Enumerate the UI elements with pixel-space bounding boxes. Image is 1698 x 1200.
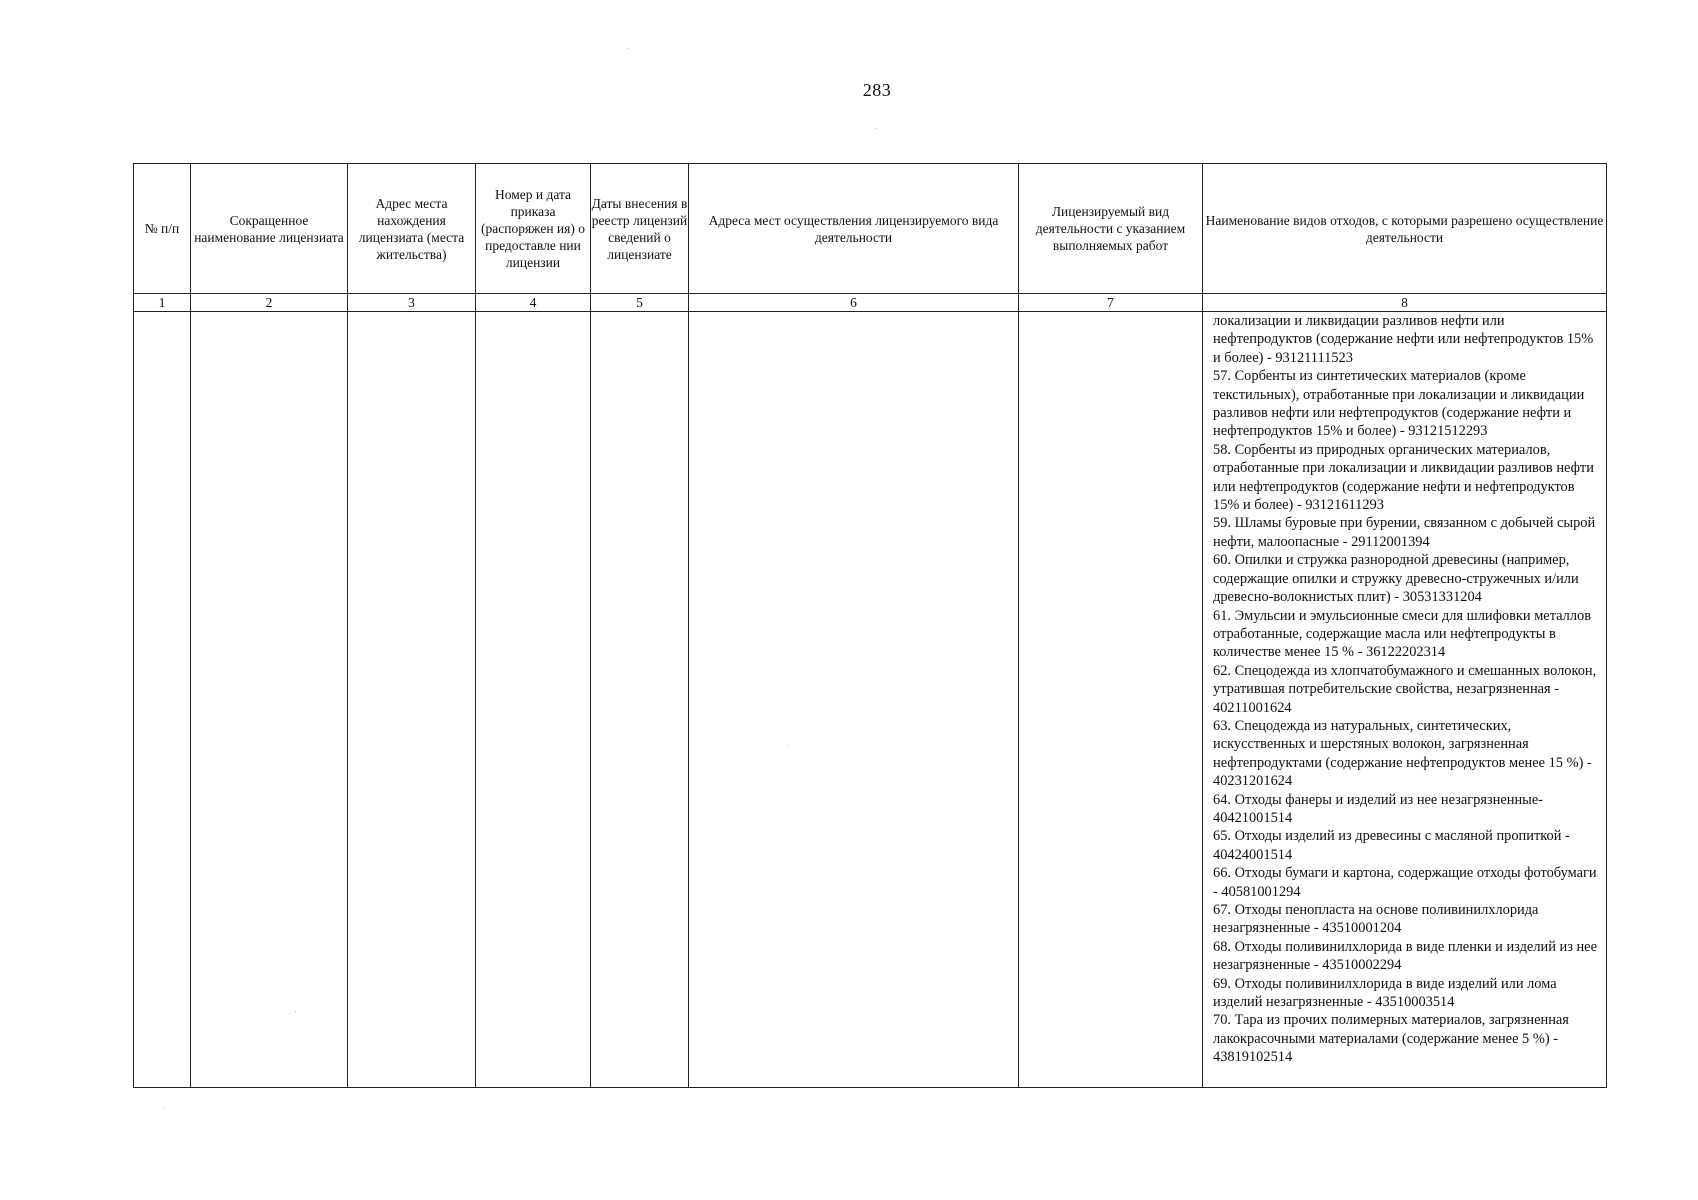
list-item: 70. Тара из прочих полимерных материалов, загрязненная лакокрасочными материалами (содержание менее 5 %) - 43819102514	[1213, 1012, 1569, 1066]
cell-licensed-activity	[1019, 312, 1203, 1088]
header-waste-types: Наименование видов отходов, с которыми разрешено осуществление деятельности	[1203, 164, 1607, 294]
cell-registry-dates	[591, 312, 689, 1088]
column-number: 2	[191, 294, 348, 312]
list-item: 61. Эмульсии и эмульсионные смеси для шлифовки металлов отработанные, содержащие масла или нефтепродукты в количестве менее 15 % - 36122202314	[1213, 607, 1592, 661]
column-number: 3	[348, 294, 476, 312]
list-item: 59. Шламы буровые при бурении, связанном с добычей сырой нефти, малоопасные - 29112001394	[1213, 515, 1596, 550]
list-item: 57. Сорбенты из синтетических материалов (кроме текстильных), отработанные при локализации и ликвидации разливов нефти или нефтепродуктов (содержание нефти и нефтепродуктов 15% и более) - 93121512293	[1213, 368, 1585, 440]
table-row	[134, 312, 1607, 1088]
list-item: 63. Спецодежда из натуральных, синтетических, искусственных и шерстяных волокон, загрязненная нефтепродуктами (содержание нефтепродуктов менее 15 %) - 40231201624	[1213, 717, 1592, 790]
waste-type-list	[1203, 312, 1606, 1067]
header-activity-addresses: Адреса мест осуществления лицензируемого вида деятельности	[689, 164, 1019, 294]
column-number: 6	[689, 294, 1019, 312]
license-registry-table	[133, 163, 1607, 1088]
header-row	[134, 164, 1607, 294]
scan-speck	[875, 128, 876, 129]
list-item: 67. Отходы пенопласта на основе поливинилхлорида незагрязненные - 43510001204	[1213, 902, 1539, 937]
column-number: 7	[1019, 294, 1203, 312]
scan-speck	[628, 48, 629, 49]
column-number: 5	[591, 294, 689, 312]
cell-row-number	[134, 312, 191, 1088]
header-licensed-activity: Лицензируемый вид деятельности с указанием выполняемых работ	[1019, 164, 1203, 294]
page-number: 283	[862, 80, 892, 100]
header-licensee-short-name: Сокращенное наименование лицензиата	[191, 164, 348, 294]
list-item: 62. Спецодежда из хлопчатобумажного и смешанных волокон, утратившая потребительские свойства, незагрязненная - 40211001624	[1213, 662, 1597, 716]
list-item: 65. Отходы изделий из древесины с масляной пропиткой - 40424001514	[1213, 828, 1570, 863]
cell-license-order	[476, 312, 591, 1088]
list-item: 64. Отходы фанеры и изделий из нее незагрязненные- 40421001514	[1213, 791, 1543, 826]
column-number: 4	[476, 294, 591, 312]
list-item: локализации и ликвидации разливов нефти или нефтепродуктов (содержание нефти или нефтепродуктов 15% и более) - 93121111523	[1213, 313, 1594, 366]
header-row-number: № п/п	[134, 164, 191, 294]
column-number-row	[134, 294, 1607, 312]
list-item: 58. Сорбенты из природных органических материалов, отработанные при локализации и ликвидации разливов нефти или нефтепродуктов (содержание нефти и нефтепродуктов 15% и более) - 93121611293	[1213, 441, 1594, 514]
list-item: 60. Опилки и стружка разнородной древесины (например, содержащие опилки и стружку древесно-стружечных и/или древесно-волокнистых плит) - 30531331204	[1213, 552, 1579, 606]
list-item: 66. Отходы бумаги и картона, содержащие отходы фотобумаги - 40581001294	[1213, 865, 1597, 900]
column-number: 8	[1203, 294, 1607, 312]
column-number: 1	[134, 294, 191, 312]
header-license-order: Номер и дата приказа (распоряжен ия) о предоставле нии лицензии	[476, 164, 591, 294]
header-registry-dates: Даты внесения в реестр лицензий сведений о лицензиате	[591, 164, 689, 294]
cell-activity-addresses	[689, 312, 1019, 1088]
cell-licensee-address	[348, 312, 476, 1088]
header-licensee-address: Адрес места нахождения лицензиата (места жительства)	[348, 164, 476, 294]
list-item: 68. Отходы поливинилхлорида в виде пленки и изделий из нее незагрязненные - 43510002294	[1213, 938, 1597, 974]
cell-waste-types	[1203, 312, 1607, 1088]
list-item: 69. Отходы поливинилхлорида в виде изделий или лома изделий незагрязненные - 43510003514	[1213, 975, 1557, 1011]
scan-speck	[164, 1108, 165, 1109]
cell-licensee-short-name	[191, 312, 348, 1088]
